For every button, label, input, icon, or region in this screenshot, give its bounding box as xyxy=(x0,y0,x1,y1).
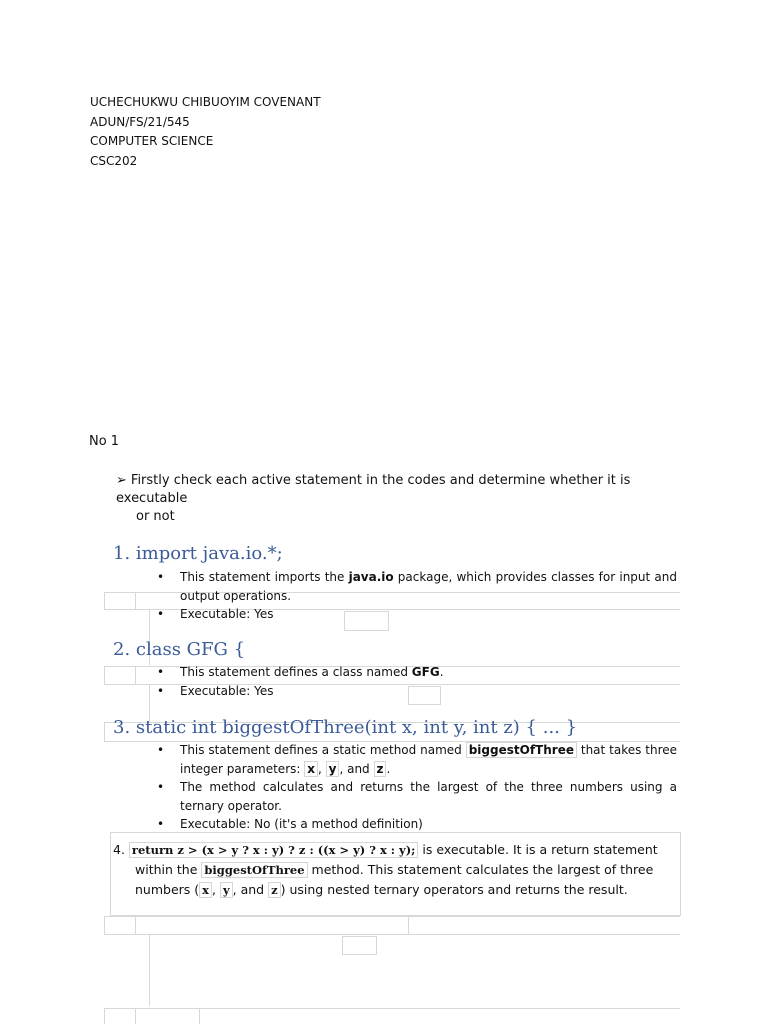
bullet-item: • This statement defines a class named GFG. xyxy=(155,663,677,682)
grid-line xyxy=(104,934,680,935)
grid-line xyxy=(104,916,105,934)
department: COMPUTER SCIENCE xyxy=(90,134,214,148)
bullet-icon: • xyxy=(157,665,165,679)
bullet-item: • Executable: No (it's a method definition) xyxy=(155,815,677,834)
instruction-line-1: Firstly check each active statement in the codes and determine whether it is executable xyxy=(116,473,631,506)
bullet-item: • This statement defines a static method named biggestOfThree that takes three integer parameters: x , y , and z . xyxy=(157,743,678,776)
bullet-item: • Executable: Yes xyxy=(155,605,677,624)
arrow-bullet-icon: ➢ xyxy=(116,473,127,488)
bullet-icon: • xyxy=(157,683,165,698)
grid-line xyxy=(149,934,150,1006)
section-3-bullets xyxy=(155,741,677,834)
course-code: CSC202 xyxy=(90,154,138,168)
bullet-icon: • xyxy=(157,607,165,621)
registration-number: ADUN/FS/21/545 xyxy=(90,115,190,129)
return-statement-code: return z > (x > y ? x : y) ? z : ((x > y) ? x : y); xyxy=(129,842,419,858)
bullet-item: • This statement imports the java.io package, which provides classes for input and output operations. xyxy=(157,570,677,603)
bullet-icon: • xyxy=(157,780,165,794)
grid-line xyxy=(104,916,680,917)
bullet-item: • The method calculates and returns the largest of the three numbers using a ternary operator. xyxy=(157,780,677,813)
grid-line xyxy=(104,592,105,609)
question-label: No 1 xyxy=(89,434,120,449)
section-3-title: 3. static int biggestOfThree(int x, int y, int z) { ... } xyxy=(113,717,578,738)
point-4-number: 4. xyxy=(113,842,125,857)
grid-line xyxy=(199,1008,200,1024)
instruction-line-2: or not xyxy=(136,509,175,524)
grid-line xyxy=(135,592,136,609)
grid-line xyxy=(135,916,136,934)
grid-line xyxy=(135,666,136,684)
grid-line xyxy=(408,916,409,934)
bullet-icon: • xyxy=(157,743,165,757)
grid-line xyxy=(104,1008,680,1009)
section-1-title: 1. import java.io.*; xyxy=(113,543,283,564)
bullet-icon: • xyxy=(157,817,165,831)
section-2-title: 2. class GFG { xyxy=(113,639,246,660)
grid-line xyxy=(104,666,105,684)
instruction xyxy=(116,472,676,526)
section-2-bullets xyxy=(155,663,677,700)
student-name: UCHECHUKWU CHIBUOYIM COVENANT xyxy=(90,95,321,109)
bullet-icon: • xyxy=(157,570,165,584)
section-1-bullets xyxy=(155,568,677,624)
method-name: biggestOfThree xyxy=(201,862,307,878)
grid-cell xyxy=(342,936,377,955)
grid-line xyxy=(135,1008,136,1024)
bullet-item: • Executable: Yes xyxy=(155,682,677,701)
point-4: 4. return z > (x > y ? x : y) ? z : ((x > y) ? x : y); is executable. It is a return statement within the biggestOfThree method. This statement calculates the largest of three numbers ( x , y , and z ) using nested ternary operators and returns the result. xyxy=(113,842,658,897)
grid-line xyxy=(104,722,105,741)
method-name: biggestOfThree xyxy=(466,742,577,758)
grid-line xyxy=(104,1008,105,1024)
